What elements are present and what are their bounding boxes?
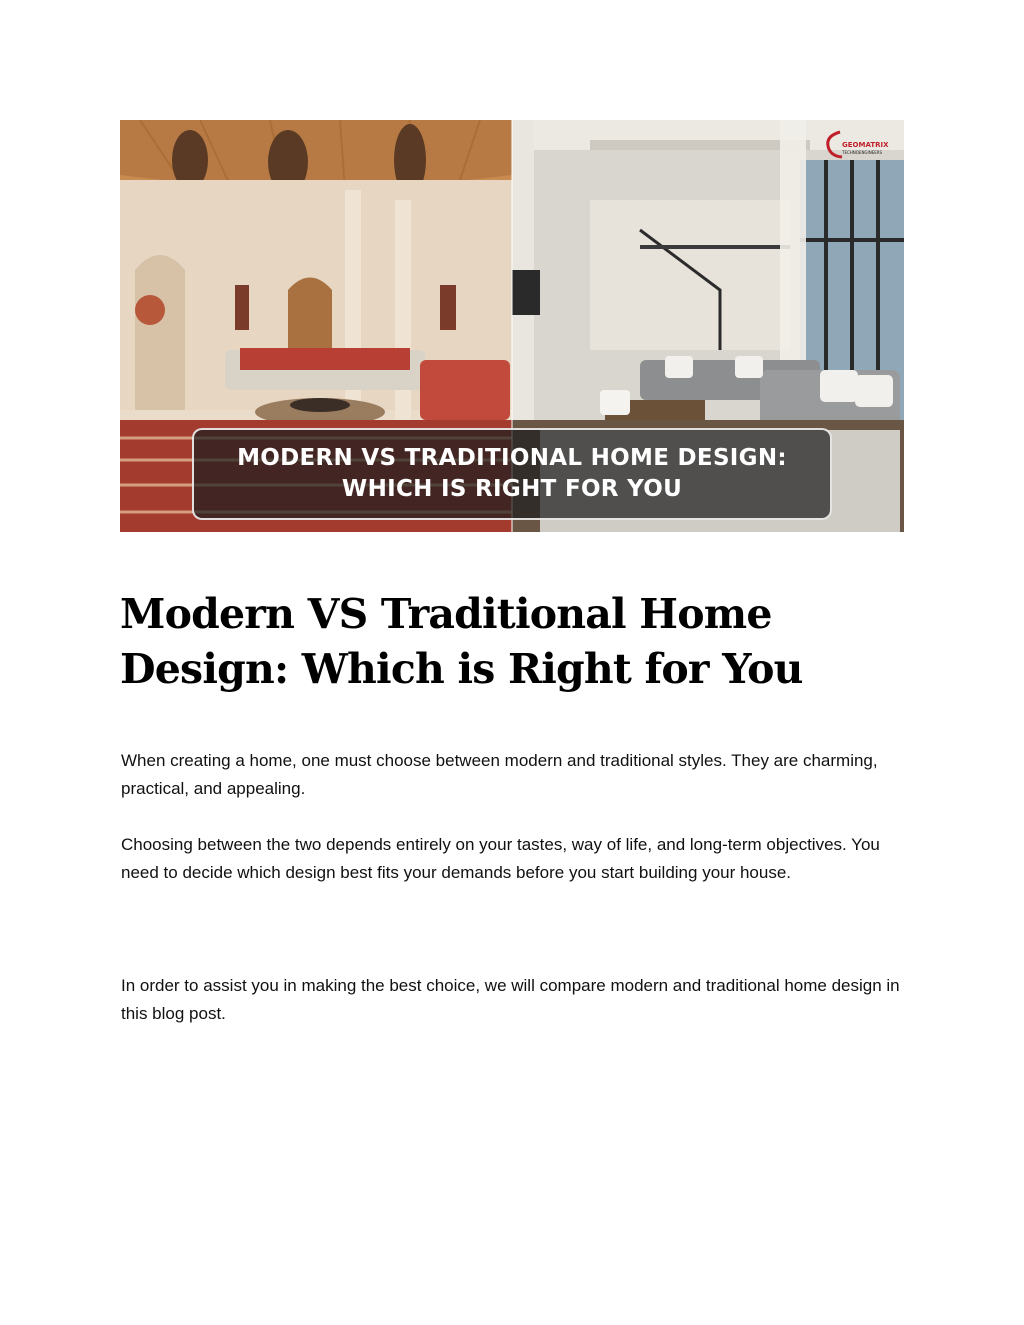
page-title: Modern VS Traditional Home Design: Which is Right for You <box>120 590 803 693</box>
hero-caption-line2: WHICH IS RIGHT FOR YOU <box>341 476 683 502</box>
hero-caption-line1: MODERN VS TRADITIONAL HOME DESIGN: <box>237 445 787 471</box>
hero-image <box>120 120 904 532</box>
logo-text: GEOMATRIX <box>842 141 889 149</box>
purpose-paragraph: In order to assist you in making the best choice, we will compare modern and traditional home design in this blog post. <box>121 976 900 1023</box>
choice-paragraph: Choosing between the two depends entirely on your tastes, way of life, and long-term objectives. You need to decide which design best fits your demands before you start building your house. <box>121 835 880 882</box>
intro-paragraph: When creating a home, one must choose between modern and traditional styles. They are charming, practical, and appealing. <box>121 751 878 798</box>
hero-caption <box>192 428 832 520</box>
logo-swoosh-icon <box>824 130 844 160</box>
logo-subtext: TECHNOENGINEERS <box>842 150 883 155</box>
brand-logo <box>824 126 894 166</box>
